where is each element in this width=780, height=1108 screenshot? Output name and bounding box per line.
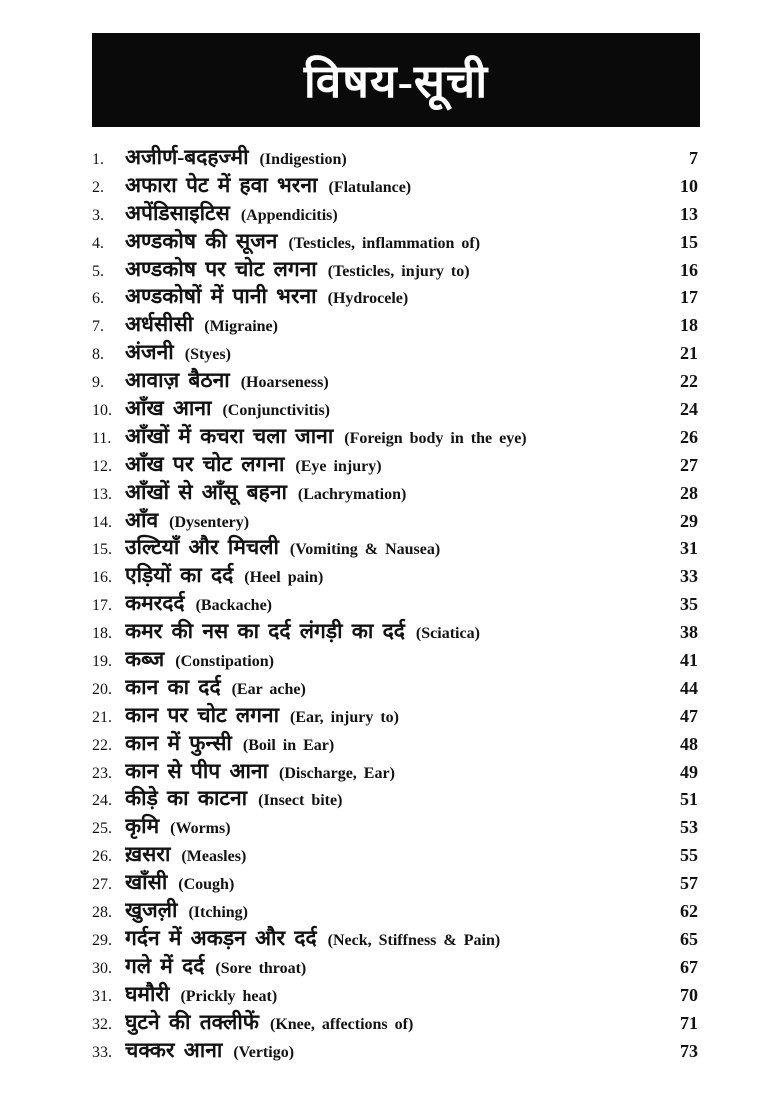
entry-title bbox=[125, 617, 658, 645]
entry-title bbox=[125, 282, 658, 310]
entry-title bbox=[125, 366, 658, 394]
entry-page-number: 16 bbox=[680, 259, 698, 280]
entry-page-number: 55 bbox=[680, 845, 698, 866]
entry-title-english: (Boil in Ear) bbox=[242, 736, 335, 754]
entry-number: 3. bbox=[92, 206, 104, 224]
entry-title-english: (Testicles, injury to) bbox=[327, 262, 470, 280]
toc-entry bbox=[92, 561, 698, 589]
entry-title-hindi: कान में फुन्सी bbox=[125, 730, 232, 755]
entry-title-english: (Constipation) bbox=[175, 653, 274, 671]
entry-title-english: (Heel pain) bbox=[244, 569, 324, 587]
entry-title-hindi: आवाज़ बैठना bbox=[125, 368, 230, 393]
entry-number: 5. bbox=[92, 262, 104, 280]
entry-title-hindi: आँखों में कचरा चला जाना bbox=[125, 423, 334, 448]
entry-title bbox=[125, 506, 658, 534]
entry-title-english: (Ear, injury to) bbox=[290, 708, 399, 726]
entry-title-english: (Prickly heat) bbox=[180, 987, 278, 1005]
entry-title bbox=[125, 701, 658, 729]
entry-title-hindi: आँख पर चोट लगना bbox=[125, 451, 285, 476]
entry-number: 14. bbox=[92, 513, 112, 531]
entry-title-english: (Foreign body in the eye) bbox=[344, 429, 527, 447]
entry-title-hindi: कीड़े का काटना bbox=[125, 786, 248, 811]
toc-entry bbox=[92, 729, 698, 757]
entry-number: 9. bbox=[92, 374, 104, 392]
entry-number: 21. bbox=[92, 708, 112, 726]
entry-title-english: (Flatulance) bbox=[328, 178, 412, 196]
toc-entry bbox=[92, 338, 698, 366]
entry-title-hindi: कृमि bbox=[125, 814, 160, 839]
entry-title-hindi: चक्कर आना bbox=[125, 1037, 223, 1062]
entry-title bbox=[125, 533, 658, 561]
entry-title-hindi: अण्डकोषों में पानी भरना bbox=[125, 284, 317, 309]
entry-title bbox=[125, 952, 658, 980]
entry-title-english: (Vertigo) bbox=[233, 1043, 295, 1061]
entry-title bbox=[125, 812, 658, 840]
entry-title-english: (Ear ache) bbox=[231, 680, 306, 698]
entry-page-number: 28 bbox=[680, 482, 698, 503]
entry-title bbox=[125, 199, 658, 227]
entry-title bbox=[125, 450, 658, 478]
entry-number: 20. bbox=[92, 680, 112, 698]
entry-number: 28. bbox=[92, 904, 112, 922]
toc-entry bbox=[92, 812, 698, 840]
entry-title-hindi: आँखों से आँसू बहना bbox=[125, 479, 287, 504]
entry-number: 13. bbox=[92, 485, 112, 503]
entry-title-hindi: अफारा पेट में हवा भरना bbox=[125, 172, 318, 197]
entry-number: 8. bbox=[92, 346, 104, 364]
entry-title-english: (Neck, Stiffness & Pain) bbox=[327, 931, 501, 949]
toc-entry bbox=[92, 227, 698, 255]
entry-title-english: (Conjunctivitis) bbox=[222, 402, 331, 420]
entry-title-hindi: उल्टियाँ और मिचली bbox=[125, 535, 279, 560]
entry-title bbox=[125, 478, 658, 506]
toc-list bbox=[92, 143, 698, 1063]
entry-title-english: (Styes) bbox=[184, 346, 231, 364]
entry-page-number: 65 bbox=[680, 928, 698, 949]
entry-page-number: 27 bbox=[680, 454, 698, 475]
entry-title bbox=[125, 143, 658, 171]
entry-number: 4. bbox=[92, 234, 104, 252]
entry-title-hindi: कान से पीप आना bbox=[125, 758, 269, 783]
entry-number: 12. bbox=[92, 457, 112, 475]
entry-page-number: 31 bbox=[680, 538, 698, 559]
entry-page-number: 10 bbox=[680, 175, 698, 196]
entry-title-hindi: अर्धसीसी bbox=[125, 312, 194, 337]
entry-page-number: 18 bbox=[680, 315, 698, 336]
entry-title-english: (Knee, affections of) bbox=[270, 1015, 414, 1033]
entry-title bbox=[125, 784, 658, 812]
entry-title bbox=[125, 645, 658, 673]
entry-number: 27. bbox=[92, 876, 112, 894]
entry-number: 16. bbox=[92, 569, 112, 587]
toc-entry bbox=[92, 645, 698, 673]
entry-title-hindi: आँख आना bbox=[125, 396, 212, 421]
page-title-banner bbox=[92, 33, 700, 127]
entry-number: 26. bbox=[92, 848, 112, 866]
toc-entry bbox=[92, 617, 698, 645]
entry-title-hindi: कमरदर्द bbox=[125, 591, 185, 616]
entry-number: 10. bbox=[92, 402, 112, 420]
entry-title-english: (Itching) bbox=[188, 904, 248, 922]
entry-title-english: (Measles) bbox=[181, 848, 247, 866]
entry-number: 19. bbox=[92, 653, 112, 671]
toc-entry bbox=[92, 896, 698, 924]
entry-page-number: 41 bbox=[680, 650, 698, 671]
entry-title-english: (Eye injury) bbox=[295, 457, 382, 475]
toc-entry bbox=[92, 1008, 698, 1036]
toc-entry bbox=[92, 171, 698, 199]
entry-page-number: 70 bbox=[680, 984, 698, 1005]
entry-title-english: (Sore throat) bbox=[215, 959, 307, 977]
entry-page-number: 73 bbox=[680, 1040, 698, 1061]
entry-number: 17. bbox=[92, 597, 112, 615]
entry-title-english: (Migraine) bbox=[204, 318, 278, 336]
toc-entry bbox=[92, 255, 698, 283]
entry-title-hindi: घुटने की तक्लीफें bbox=[125, 1009, 259, 1034]
entry-title-english: (Dysentery) bbox=[169, 513, 250, 531]
toc-entry bbox=[92, 478, 698, 506]
toc-entry bbox=[92, 422, 698, 450]
entry-title-english: (Cough) bbox=[178, 876, 235, 894]
toc-entry bbox=[92, 589, 698, 617]
toc-entry bbox=[92, 366, 698, 394]
toc-entry bbox=[92, 868, 698, 896]
toc-entry bbox=[92, 952, 698, 980]
entry-number: 7. bbox=[92, 318, 104, 336]
toc-entry bbox=[92, 924, 698, 952]
entry-title-english: (Sciatica) bbox=[415, 625, 480, 643]
toc-entry bbox=[92, 310, 698, 338]
entry-number: 2. bbox=[92, 178, 104, 196]
entry-title bbox=[125, 561, 658, 589]
entry-page-number: 49 bbox=[680, 761, 698, 782]
entry-page-number: 26 bbox=[680, 426, 698, 447]
entry-title bbox=[125, 1008, 658, 1036]
entry-title-hindi: कान का दर्द bbox=[125, 674, 221, 699]
entry-number: 18. bbox=[92, 625, 112, 643]
entry-title-hindi: आँव bbox=[125, 507, 159, 532]
entry-title-hindi: खुजल़ी bbox=[125, 898, 178, 923]
entry-title bbox=[125, 310, 658, 338]
entry-title bbox=[125, 171, 658, 199]
toc-entry bbox=[92, 143, 698, 171]
entry-title-english: (Appendicitis) bbox=[240, 206, 338, 224]
entry-title-hindi: कमर की नस का दर्द लंगड़ी का दर्द bbox=[125, 619, 405, 644]
entry-title-hindi: एड़ियों का दर्द bbox=[125, 563, 234, 588]
entry-title bbox=[125, 227, 658, 255]
entry-number: 23. bbox=[92, 764, 112, 782]
entry-title-english: (Insect bite) bbox=[258, 792, 343, 810]
entry-page-number: 21 bbox=[680, 343, 698, 364]
entry-page-number: 47 bbox=[680, 705, 698, 726]
toc-entry bbox=[92, 450, 698, 478]
entry-title-english: (Discharge, Ear) bbox=[279, 764, 395, 782]
entry-page-number: 15 bbox=[680, 231, 698, 252]
entry-title-hindi: घमौरी bbox=[125, 981, 170, 1006]
entry-page-number: 67 bbox=[680, 956, 698, 977]
entry-title bbox=[125, 422, 658, 450]
entry-number: 22. bbox=[92, 736, 112, 754]
toc-entry bbox=[92, 506, 698, 534]
entry-number: 6. bbox=[92, 290, 104, 308]
entry-page-number: 57 bbox=[680, 873, 698, 894]
entry-number: 33. bbox=[92, 1043, 112, 1061]
entry-page-number: 24 bbox=[680, 399, 698, 420]
entry-number: 15. bbox=[92, 541, 112, 559]
entry-title-hindi: कान पर चोट लगना bbox=[125, 702, 280, 727]
page-title: विषय-सूची bbox=[303, 56, 489, 107]
entry-title-hindi: ख़सरा bbox=[125, 842, 171, 867]
entry-title bbox=[125, 589, 658, 617]
entry-title-english: (Testicles, inflammation of) bbox=[288, 234, 481, 252]
toc-entry bbox=[92, 533, 698, 561]
entry-title bbox=[125, 338, 658, 366]
entry-title-hindi: गले में दर्द bbox=[125, 953, 205, 978]
entry-number: 24. bbox=[92, 792, 112, 810]
toc-entry bbox=[92, 840, 698, 868]
entry-page-number: 44 bbox=[680, 677, 698, 698]
entry-number: 32. bbox=[92, 1015, 112, 1033]
toc-entry bbox=[92, 1036, 698, 1064]
toc-entry bbox=[92, 701, 698, 729]
entry-title bbox=[125, 729, 658, 757]
entry-number: 31. bbox=[92, 987, 112, 1005]
entry-title-hindi: कब्ज bbox=[125, 647, 165, 672]
toc-entry bbox=[92, 282, 698, 310]
entry-page-number: 7 bbox=[689, 148, 698, 168]
entry-title-english: (Worms) bbox=[170, 820, 231, 838]
entry-title-english: (Vomiting & Nausea) bbox=[289, 541, 441, 559]
entry-page-number: 62 bbox=[680, 901, 698, 922]
entry-page-number: 13 bbox=[680, 203, 698, 224]
entry-title bbox=[125, 673, 658, 701]
entry-title bbox=[125, 757, 658, 785]
entry-title-hindi: अण्डकोष की सूजन bbox=[125, 228, 278, 253]
entry-title-english: (Lachrymation) bbox=[297, 485, 407, 503]
toc-entry bbox=[92, 757, 698, 785]
entry-page-number: 29 bbox=[680, 510, 698, 531]
entry-title-english: (Hydrocele) bbox=[327, 290, 409, 308]
entry-title-english: (Hoarseness) bbox=[240, 374, 329, 392]
toc-entry bbox=[92, 394, 698, 422]
entry-page-number: 51 bbox=[680, 789, 698, 810]
entry-page-number: 38 bbox=[680, 622, 698, 643]
entry-title bbox=[125, 255, 658, 283]
entry-title-hindi: गर्दन में अकड़न और दर्द bbox=[125, 925, 317, 950]
entry-number: 11. bbox=[92, 429, 112, 447]
toc-entry bbox=[92, 980, 698, 1008]
entry-page-number: 17 bbox=[680, 287, 698, 308]
entry-title bbox=[125, 896, 658, 924]
entry-number: 1. bbox=[92, 151, 104, 168]
entry-title-hindi: अण्डकोष पर चोट लगना bbox=[125, 256, 317, 281]
entry-number: 30. bbox=[92, 959, 112, 977]
entry-title bbox=[125, 1036, 658, 1064]
entry-title-hindi: खाँसी bbox=[125, 870, 168, 895]
toc-entry bbox=[92, 199, 698, 227]
entry-title bbox=[125, 868, 658, 896]
entry-title bbox=[125, 980, 658, 1008]
entry-number: 29. bbox=[92, 931, 112, 949]
entry-page-number: 48 bbox=[680, 733, 698, 754]
entry-page-number: 35 bbox=[680, 594, 698, 615]
entry-title bbox=[125, 840, 658, 868]
entry-title-hindi: अंजनी bbox=[125, 340, 174, 365]
entry-page-number: 33 bbox=[680, 566, 698, 587]
toc-entry bbox=[92, 673, 698, 701]
entry-number: 25. bbox=[92, 820, 112, 838]
entry-title-hindi: अपेंडिसाइटिस bbox=[125, 200, 230, 225]
entry-page-number: 53 bbox=[680, 817, 698, 838]
entry-title-hindi: अजीर्ण-बदहज्मी bbox=[125, 145, 249, 169]
toc-entry bbox=[92, 784, 698, 812]
entry-title bbox=[125, 394, 658, 422]
entry-title bbox=[125, 924, 658, 952]
entry-title-english: (Indigestion) bbox=[259, 151, 347, 168]
entry-page-number: 22 bbox=[680, 371, 698, 392]
entry-page-number: 71 bbox=[680, 1012, 698, 1033]
entry-title-english: (Backache) bbox=[195, 597, 273, 615]
